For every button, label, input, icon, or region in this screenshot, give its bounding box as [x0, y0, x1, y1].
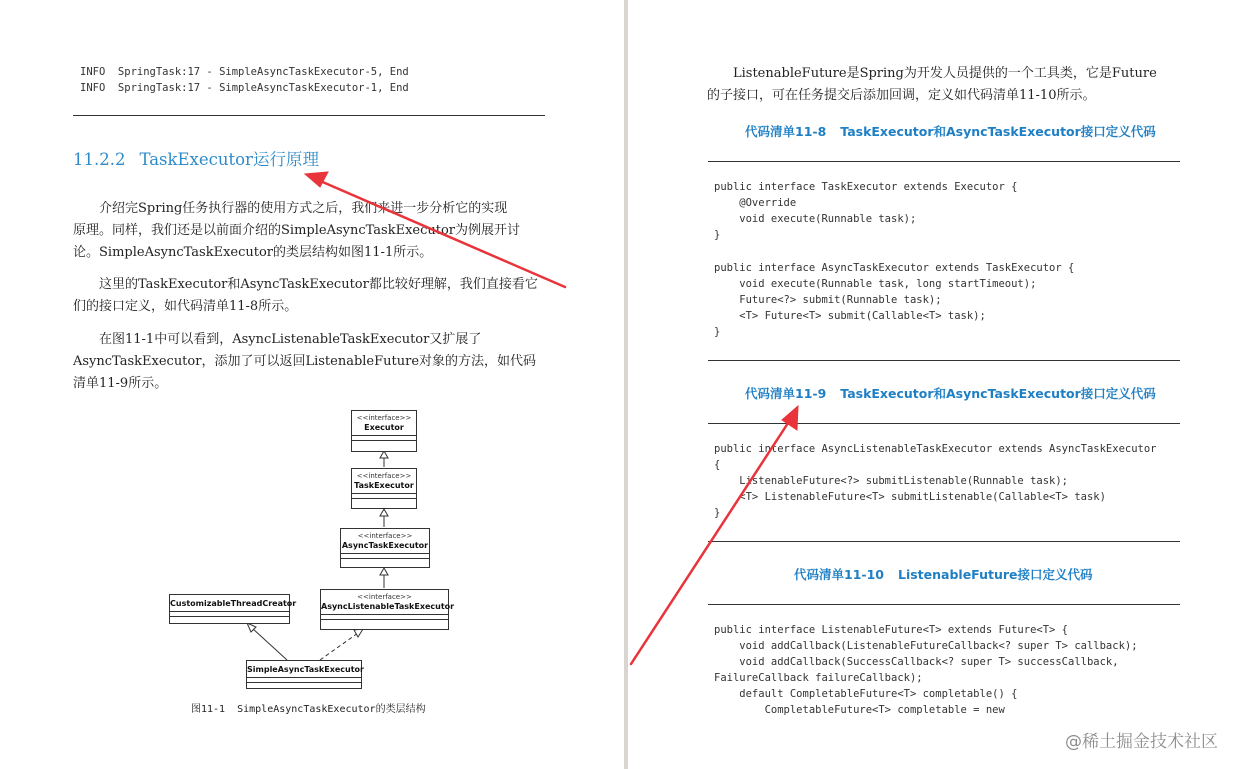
log-line: INFO SpringTask:17 - SimpleAsyncTaskExecutor-1, End: [80, 82, 409, 94]
paragraph-line: 原理。同样，我们还是以前面介绍的SimpleAsyncTaskExecutor为例展开讨: [73, 223, 521, 238]
code-line: @Override: [714, 197, 797, 209]
listing-number: 代码清单11-9: [745, 386, 827, 401]
code-line: }: [714, 507, 721, 519]
code-line: <T> ListenableFuture<T> submitListenable(Callable<T> task): [714, 491, 1106, 503]
paragraph-line: 清单11-9所示。: [73, 376, 168, 391]
paragraph-line: 的子接口，可在任务提交后添加回调，定义如代码清单11-10所示。: [707, 88, 1096, 103]
code-line: public interface TaskExecutor extends Executor {: [714, 181, 1018, 193]
uml-class-name: Executor: [364, 423, 404, 432]
code-line: <T> Future<T> submit(Callable<T> task);: [714, 310, 986, 322]
paragraph-line: 论。SimpleAsyncTaskExecutor的类层结构如图11-1所示。: [73, 245, 433, 260]
paragraph-line: ListenableFuture是Spring为开发人员提供的一个工具类，它是Future: [733, 66, 1157, 81]
uml-stereotype: <<interface>>: [356, 472, 412, 480]
paragraph-line: 这里的TaskExecutor和AsyncTaskExecutor都比较好理解，我们直接看它: [99, 277, 538, 292]
figure-number: 图11-1: [191, 704, 226, 715]
code-line: void execute(Runnable task);: [714, 213, 917, 225]
red-arrowhead-left: [305, 172, 328, 187]
watermark: @稀土掘金技术社区: [1065, 732, 1218, 752]
section-number: 11.2.2: [73, 150, 126, 169]
uml-class-name: TaskExecutor: [354, 481, 414, 490]
code-line: Future<?> submit(Runnable task);: [714, 294, 942, 306]
code-line: FailureCallback failureCallback);: [714, 672, 923, 684]
code-line: void execute(Runnable task, long startTimeout);: [714, 278, 1037, 290]
listing-number: 代码清单11-8: [745, 124, 827, 139]
figure-caption-text: SimpleAsyncTaskExecutor的类层结构: [237, 704, 426, 715]
code-line: public interface AsyncListenableTaskExecutor extends AsyncTaskExecutor: [714, 443, 1157, 455]
code-line: void addCallback(SuccessCallback<? super T> successCallback,: [714, 656, 1119, 668]
uml-class-name: AsyncListenableTaskExecutor: [321, 602, 455, 611]
paragraph-line: 在图11-1中可以看到，AsyncListenableTaskExecutor又扩展了: [99, 332, 482, 347]
code-line: ListenableFuture<?> submitListenable(Runnable task);: [714, 475, 1069, 487]
code-line: }: [714, 326, 721, 338]
code-line: default CompletableFuture<T> completable() {: [714, 688, 1018, 700]
red-arrow-shaft-left: [318, 180, 565, 287]
uml-stereotype: <<interface>>: [357, 532, 413, 540]
paragraph-line: AsyncTaskExecutor，添加了可以返回ListenableFuture对象的方法，如代码: [73, 354, 537, 369]
code-line: {: [714, 459, 721, 471]
code-line: CompletableFuture<T> completable = new: [714, 704, 1005, 716]
uml-class-name: CustomizableThreadCreator: [170, 599, 297, 608]
section-title: TaskExecutor运行原理: [139, 150, 319, 169]
listing-caption: TaskExecutor和AsyncTaskExecutor接口定义代码: [840, 386, 1156, 401]
uml-class-name: SimpleAsyncTaskExecutor: [247, 665, 364, 674]
red-arrow-shaft-right: [631, 420, 790, 664]
code-line: void addCallback(ListenableFutureCallback<? super T> callback);: [714, 640, 1138, 652]
uml-stereotype: <<interface>>: [357, 593, 412, 601]
listing-caption: TaskExecutor和AsyncTaskExecutor接口定义代码: [840, 124, 1156, 139]
paragraph-line: 介绍完Spring任务执行器的使用方式之后，我们来进一步分析它的实现: [99, 201, 508, 216]
uml-stereotype: <<interface>>: [356, 414, 412, 422]
uml-class-name: AsyncTaskExecutor: [341, 541, 429, 550]
code-line: }: [714, 229, 721, 241]
code-line: public interface ListenableFuture<T> extends Future<T> {: [714, 624, 1069, 636]
log-line: INFO SpringTask:17 - SimpleAsyncTaskExecutor-5, End: [80, 66, 409, 78]
code-line: public interface AsyncTaskExecutor extends TaskExecutor {: [714, 262, 1075, 274]
listing-number: 代码清单11-10: [794, 567, 884, 582]
listing-caption: ListenableFuture接口定义代码: [897, 567, 1093, 582]
paragraph-line: 们的接口定义，如代码清单11-8所示。: [73, 299, 298, 314]
